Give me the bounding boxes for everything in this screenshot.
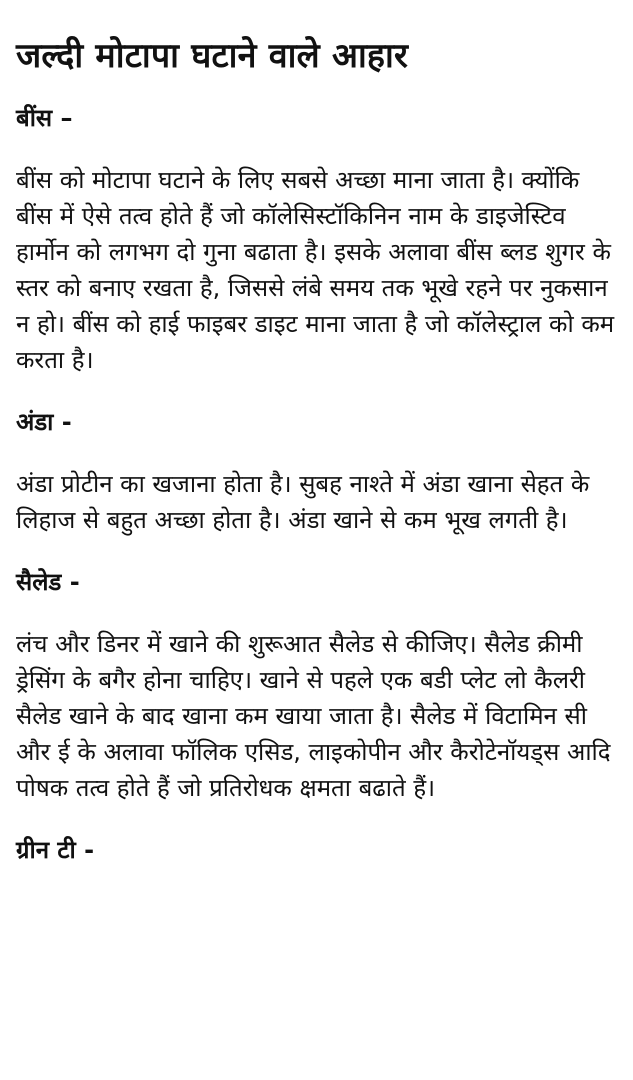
- section-egg: [16, 404, 619, 538]
- section-heading-beans: बींस –: [16, 104, 73, 132]
- article-title: जल्दी मोटापा घटाने वाले आहार: [16, 36, 409, 76]
- section-heading-green-tea: ग्रीन टी -: [16, 836, 95, 864]
- section-green-tea: [16, 832, 619, 868]
- section-heading-egg: अंडा -: [16, 408, 72, 436]
- section-salad: [16, 564, 619, 806]
- section-heading-salad: सैलेड -: [16, 568, 80, 596]
- section-body-salad: लंच और डिनर में खाने की शुरूआत सैलेड से कीजिए। सैलेड क्रीमी ड्रेसिंग के बगैर होना चाहिए। खाने से पहले एक बडी प्लेट लो कैलरी सैलेड खाने के बाद खाना कम खाया जाता है। सैलेड में विटामिन सी और ई के अलावा फॉलिक एसिड, लाइकोपीन और कैरोटेनॉयड्स आदि पोषक तत्व होते हैं जो प्रतिरोधक क्षमता बढाते हैं।: [16, 630, 611, 802]
- section-body-beans: बींस को मोटापा घटाने के लिए सबसे अच्छा माना जाता है। क्योंकि बींस में ऐसे तत्व होते हैं जो कॉलेसिस्टॉकिनिन नाम के डाइजेस्टिव हार्मोन को लगभग दो गुना बढाता है। इसके अलावा बींस ब्लड शुगर के स्तर को बनाए रखता है, जिससे लंबे समय तक भूखे रहने पर नुकसान न हो। बींस को हाई फाइबर डाइट माना जाता है जो कॉलेस्ट्राल को कम करता है।: [16, 166, 615, 374]
- section-beans: [16, 100, 619, 378]
- section-body-egg: अंडा प्रोटीन का खजाना होता है। सुबह नाश्ते में अंडा खाना सेहत के लिहाज से बहुत अच्छा होता है। अंडा खाने से कम भूख लगती है।: [16, 470, 590, 534]
